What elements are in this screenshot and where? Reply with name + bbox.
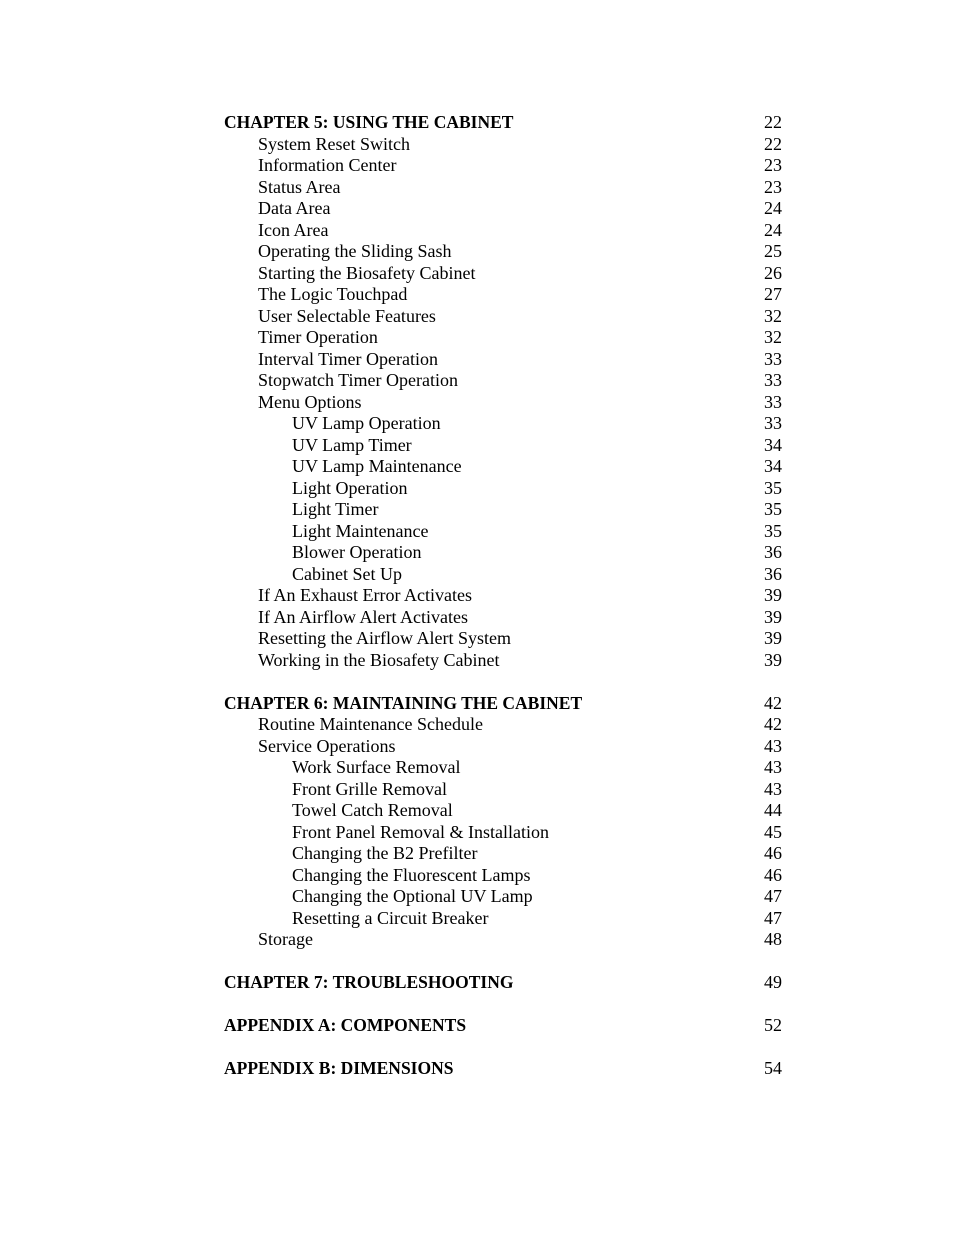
- toc-section-heading[interactable]: [224, 693, 784, 715]
- toc-entry-label: Blower Operation: [292, 542, 422, 562]
- page-number: 22: [764, 112, 782, 132]
- page-number: 35: [764, 520, 782, 541]
- toc-section-heading[interactable]: [224, 972, 784, 994]
- page-number: 42: [764, 692, 782, 713]
- toc-subentry[interactable]: [224, 456, 784, 478]
- page-number: 32: [764, 327, 782, 347]
- toc-entry-label: Interval Timer Operation: [258, 348, 438, 369]
- toc-entry-label: Resetting a Circuit Breaker: [292, 907, 489, 928]
- page-number: 54: [764, 1058, 782, 1078]
- page-number: 32: [764, 305, 782, 326]
- toc-subentry[interactable]: [224, 757, 784, 779]
- page-number: 45: [764, 821, 782, 842]
- toc-entry-label: Resetting the Airflow Alert System: [258, 628, 511, 648]
- page-number: 46: [764, 864, 782, 885]
- page-number: 46: [764, 843, 782, 863]
- page-number: 48: [764, 929, 782, 949]
- page-number: 26: [764, 262, 782, 283]
- page-number: 47: [764, 886, 782, 906]
- toc-entry[interactable]: [224, 327, 784, 349]
- page-number: 43: [764, 778, 782, 799]
- toc-subentry[interactable]: [224, 908, 784, 930]
- toc-subentry[interactable]: [224, 499, 784, 521]
- toc-entry-label: System Reset Switch: [258, 133, 410, 154]
- toc-entry-label: Cabinet Set Up: [292, 563, 402, 584]
- page-number: 34: [764, 434, 782, 455]
- section-title: CHAPTER 7: TROUBLESHOOTING: [224, 972, 514, 992]
- toc-section-heading[interactable]: [224, 1058, 784, 1080]
- toc-entry[interactable]: [224, 306, 784, 328]
- toc-entry-label: Front Panel Removal & Installation: [292, 821, 549, 842]
- toc-entry-label: Changing the Fluorescent Lamps: [292, 864, 531, 885]
- toc-subentry[interactable]: [224, 478, 784, 500]
- toc-entry[interactable]: [224, 177, 784, 199]
- toc-entry-label: Light Timer: [292, 499, 379, 519]
- toc-entry-label: Storage: [258, 929, 313, 949]
- page-number: 27: [764, 284, 782, 304]
- page-number: 42: [764, 714, 782, 734]
- section-title: APPENDIX B: DIMENSIONS: [224, 1058, 454, 1078]
- page-number: 35: [764, 477, 782, 498]
- toc-entry[interactable]: [224, 607, 784, 629]
- toc-subentry[interactable]: [224, 865, 784, 887]
- toc-entry-label: Stopwatch Timer Operation: [258, 370, 458, 390]
- toc-entry[interactable]: [224, 263, 784, 285]
- toc-entry-label: Starting the Biosafety Cabinet: [258, 262, 476, 283]
- page-number: 33: [764, 348, 782, 369]
- toc-entry[interactable]: [224, 155, 784, 177]
- toc-subentry[interactable]: [224, 435, 784, 457]
- toc-section-heading[interactable]: [224, 112, 784, 134]
- page-number: 33: [764, 370, 782, 390]
- toc-entry[interactable]: [224, 628, 784, 650]
- toc-subentry[interactable]: [224, 521, 784, 543]
- toc-entry-label: Routine Maintenance Schedule: [258, 714, 483, 734]
- toc-entry-label: UV Lamp Maintenance: [292, 456, 462, 476]
- toc-entry-label: Changing the B2 Prefilter: [292, 843, 478, 863]
- toc-entry-label: Towel Catch Removal: [292, 800, 453, 820]
- toc-entry[interactable]: [224, 392, 784, 414]
- toc-entry-label: Timer Operation: [258, 327, 378, 347]
- toc-entry-label: Changing the Optional UV Lamp: [292, 886, 533, 906]
- toc-entry[interactable]: [224, 714, 784, 736]
- page-number: 43: [764, 735, 782, 756]
- toc-entry-label: Information Center: [258, 155, 397, 175]
- section-title: CHAPTER 5: USING THE CABINET: [224, 112, 514, 132]
- toc-subentry[interactable]: [224, 843, 784, 865]
- page-number: 25: [764, 241, 782, 261]
- toc-subentry[interactable]: [224, 413, 784, 435]
- section-title: CHAPTER 6: MAINTAINING THE CABINET: [224, 692, 583, 713]
- toc-subentry[interactable]: [224, 800, 784, 822]
- page-number: 35: [764, 499, 782, 519]
- toc-entry-label: Service Operations: [258, 735, 396, 756]
- toc-entry[interactable]: [224, 929, 784, 951]
- page-number: 43: [764, 757, 782, 777]
- toc-entry[interactable]: [224, 349, 784, 371]
- toc-entry-label: Icon Area: [258, 219, 329, 240]
- section-title: APPENDIX A: COMPONENTS: [224, 1015, 467, 1035]
- page-number: 52: [764, 1015, 782, 1035]
- toc-subentry[interactable]: [224, 779, 784, 801]
- toc-entry[interactable]: [224, 736, 784, 758]
- page-number: 39: [764, 606, 782, 627]
- page-number: 34: [764, 456, 782, 476]
- toc-entry[interactable]: [224, 134, 784, 156]
- page-number: 36: [764, 563, 782, 584]
- toc-entry-label: User Selectable Features: [258, 305, 436, 326]
- toc-entry-label: UV Lamp Timer: [292, 434, 412, 455]
- toc-entry-label: If An Airflow Alert Activates: [258, 606, 468, 627]
- page-number: 39: [764, 649, 782, 670]
- page-number: 23: [764, 155, 782, 175]
- toc-entry[interactable]: [224, 220, 784, 242]
- page-number: 22: [764, 133, 782, 154]
- page-number: 47: [764, 907, 782, 928]
- toc-entry[interactable]: [224, 585, 784, 607]
- toc-subentry[interactable]: [224, 886, 784, 908]
- toc-entry-label: Data Area: [258, 198, 331, 218]
- page-number: 24: [764, 198, 782, 218]
- toc-subentry[interactable]: [224, 542, 784, 564]
- page-number: 24: [764, 219, 782, 240]
- page-number: 39: [764, 585, 782, 605]
- toc-entry-label: UV Lamp Operation: [292, 413, 441, 433]
- page-number: 36: [764, 542, 782, 562]
- toc-entry-label: Work Surface Removal: [292, 757, 461, 777]
- page-number: 23: [764, 176, 782, 197]
- toc-section-heading[interactable]: [224, 1015, 784, 1037]
- toc-entry-label: Operating the Sliding Sash: [258, 241, 452, 261]
- toc-entry[interactable]: [224, 284, 784, 306]
- toc-entry-label: If An Exhaust Error Activates: [258, 585, 472, 605]
- toc-entry-label: Status Area: [258, 176, 341, 197]
- toc-entry[interactable]: [224, 198, 784, 220]
- toc-entry-label: Menu Options: [258, 391, 362, 412]
- page-number: 39: [764, 628, 782, 648]
- page-number: 33: [764, 413, 782, 433]
- page-number: 49: [764, 972, 782, 992]
- toc-subentry[interactable]: [224, 564, 784, 586]
- toc-entry[interactable]: [224, 650, 784, 672]
- toc-entry-label: Light Maintenance: [292, 520, 429, 541]
- toc-entry-label: The Logic Touchpad: [258, 284, 408, 304]
- toc-entry[interactable]: [224, 370, 784, 392]
- page-number: 33: [764, 391, 782, 412]
- table-of-contents: [224, 112, 784, 1080]
- toc-entry[interactable]: [224, 241, 784, 263]
- toc-entry-label: Working in the Biosafety Cabinet: [258, 649, 500, 670]
- toc-entry-label: Light Operation: [292, 477, 408, 498]
- toc-entry-label: Front Grille Removal: [292, 778, 447, 799]
- toc-subentry[interactable]: [224, 822, 784, 844]
- page-number: 44: [764, 800, 782, 820]
